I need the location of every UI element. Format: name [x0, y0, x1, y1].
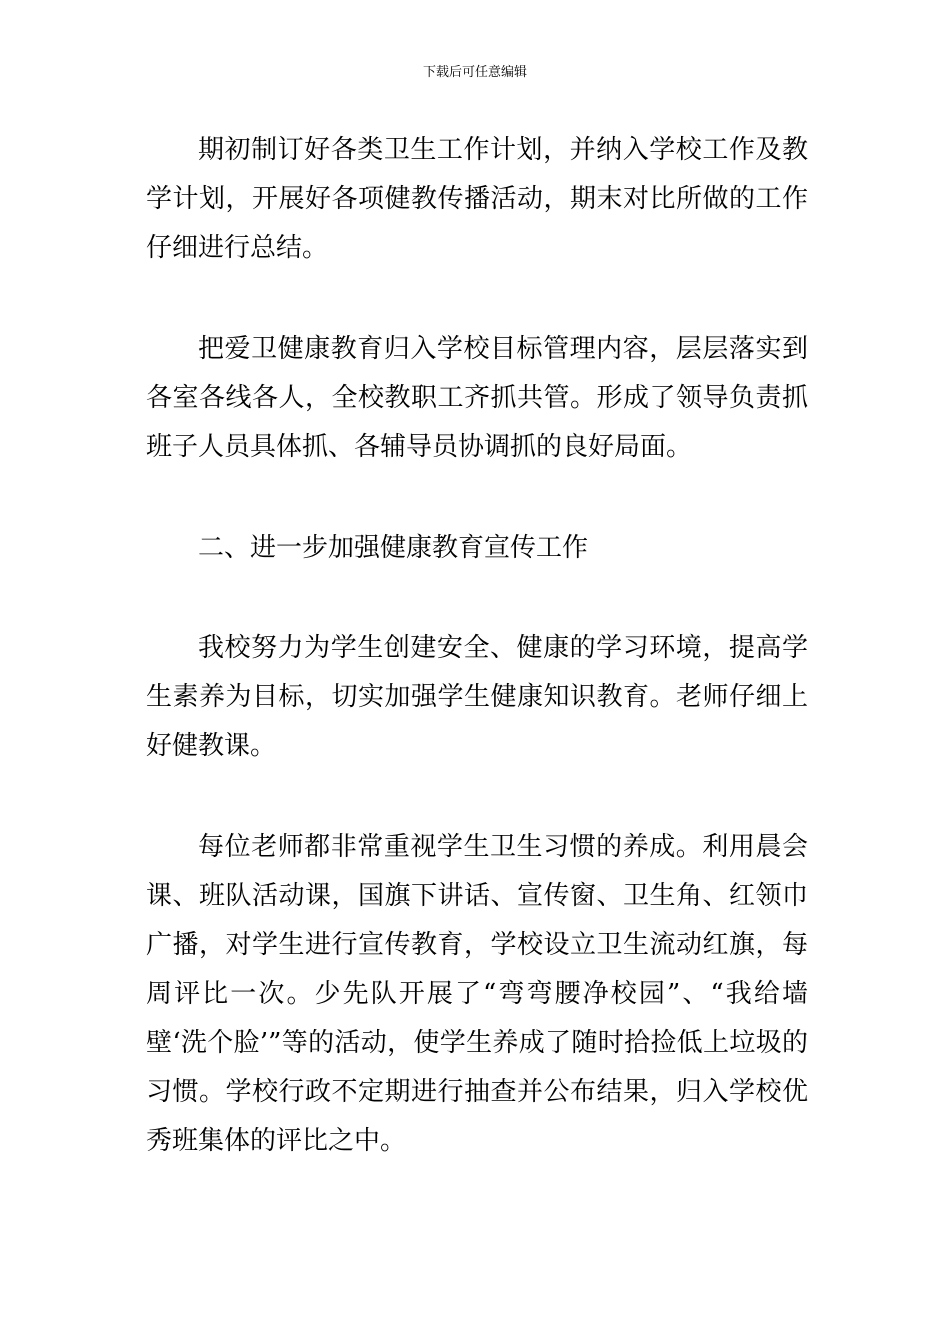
paragraph-habits: 每位老师都非常重视学生卫生习惯的养成。利用晨会课、班队活动课，国旗下讲话、宣传窗、卫生角、红领巾广播，对学生进行宣传教育，学校设立卫生流动红旗，每周评比一次。少先队开展了“弯弯腰净校园”、“我给墙壁‘洗个脸’”等的活动，使学生养成了随时拾捡低上垃圾的习惯。学校行政不定期进行抽查并公布结果，归入学校优秀班集体的评比之中。 [146, 832, 808, 1156]
paragraph-management: 把爱卫健康教育归入学校目标管理内容，层层落实到各室各线各人，全校教职工齐抓共管。形成了领导负责抓班子人员具体抓、各辅导员协调抓的良好局面。 [146, 334, 808, 462]
paragraph-plan: 期初制订好各类卫生工作计划，并纳入学校工作及教学计划，开展好各项健教传播活动，期末对比所做的工作仔细进行总结。 [146, 135, 808, 263]
page-header: 下载后可任意编辑 [422, 65, 527, 80]
section-heading: 二、进一步加强健康教育宣传工作 [198, 533, 589, 563]
paragraph-environment: 我校努力为学生创建安全、健康的学习环境，提高学生素养为目标，切实加强学生健康知识教育。老师仔细上好健教课。 [146, 633, 808, 761]
